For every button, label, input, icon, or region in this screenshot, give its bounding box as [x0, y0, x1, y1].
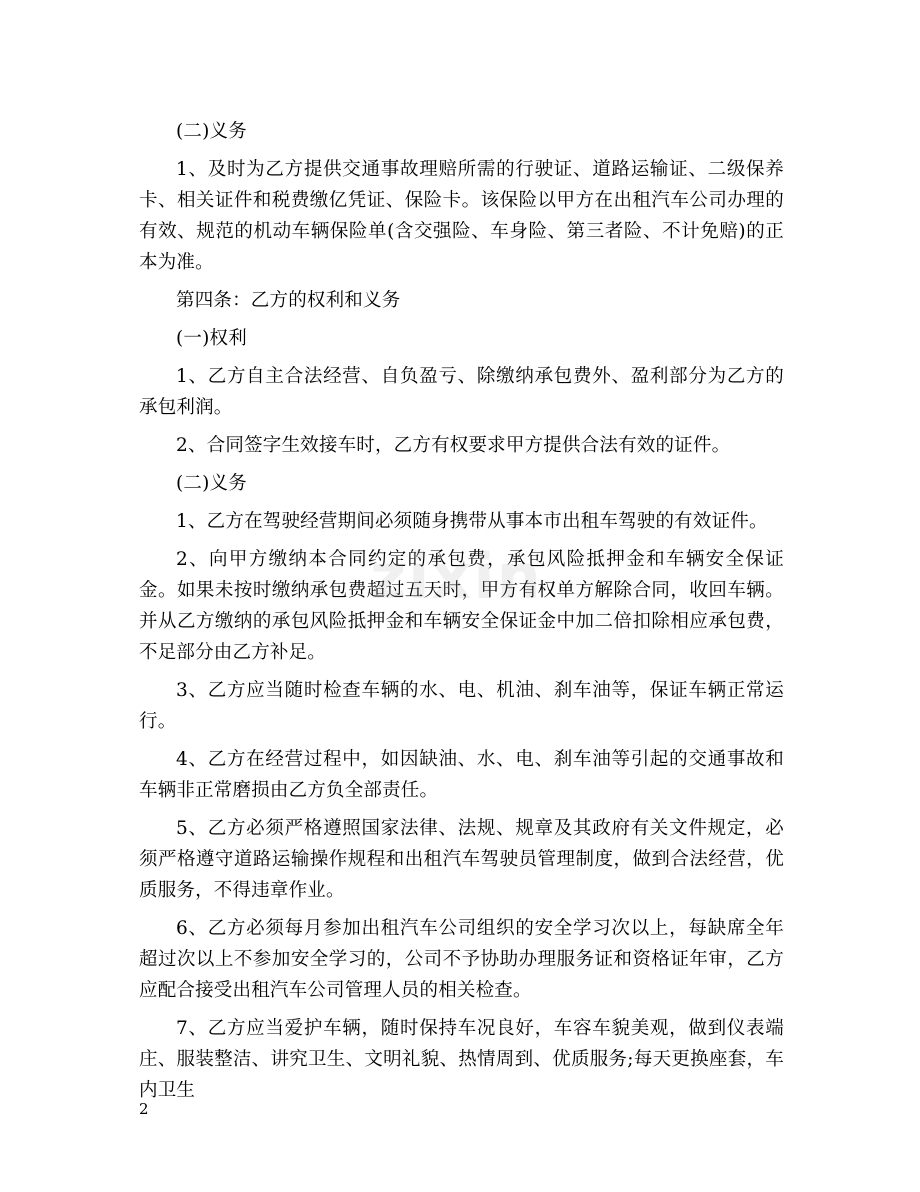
section-heading-obligations-party-b: (二)义务: [176, 473, 247, 494]
paragraph-obligation-7: 7、乙方应当爱护车辆，随时保持车况良好，车容车貌美观，做到仪表端庄、服装整洁、讲究卫生、文明礼貌、热情周到、优质服务;每天更换座套，车内卫生: [139, 1018, 784, 1101]
article-four-heading: 第四条：乙方的权利和义务: [176, 290, 401, 311]
section-heading-rights: (一)权利: [176, 328, 247, 349]
section-heading-obligations-party-a: (二)义务: [176, 121, 247, 142]
paragraph-obligation-1: 1、乙方在驾驶经营期间必须随身携带从事本市出租车驾驶的有效证件。: [176, 511, 768, 532]
watermark-logo: zixin: [370, 540, 543, 613]
paragraph-party-a-obligation-1: 1、及时为乙方提供交通事故理赔所需的行驶证、道路运输证、二级保养卡、相关证件和税费缴亿凭证、保险卡。该保险以甲方在出租汽车公司办理的有效、规范的机动车辆保险单(含交强险、车身险、第三者险、不计免赔)的正本为准。: [139, 159, 784, 273]
paragraph-obligation-2: 2、向甲方缴纳本合同约定的承包费，承包风险抵押金和车辆安全保证金。如果未按时缴纳承包费超过五天时，甲方有权单方解除合同，收回车辆。并从乙方缴纳的承包风险抵押金和车辆安全保证金中加二倍扣除相应承包费，不足部分由乙方补足。: [139, 549, 784, 663]
document-body: [139, 116, 784, 1113]
paragraph-right-2: 2、合同签字生效接车时，乙方有权要求甲方提供合法有效的证件。: [176, 435, 731, 456]
paragraph-obligation-4: 4、乙方在经营过程中，如因缺油、水、电、刹车油等引起的交通事故和车辆非正常磨损由乙方负全部责任。: [139, 749, 784, 801]
paragraph-right-1: 1、乙方自主合法经营、自负盈亏、除缴纳承包费外、盈利部分为乙方的承包利润。: [139, 366, 784, 418]
paragraph-obligation-6: 6、乙方必须每月参加出租汽车公司组织的安全学习次以上，每缺席全年超过次以上不参加安全学习的，公司不予协助办理服务证和资格证年审，乙方应配合接受出租汽车公司管理人员的相关检查。: [139, 918, 784, 1001]
page-number: 2: [139, 1100, 149, 1118]
paragraph-obligation-3: 3、乙方应当随时检查车辆的水、电、机油、刹车油等，保证车辆正常运行。: [139, 680, 784, 732]
paragraph-obligation-5: 5、乙方必须严格遵照国家法律、法规、规章及其政府有关文件规定，必须严格遵守道路运输操作规程和出租汽车驾驶员管理制度，做到合法经营，优质服务，不得违章作业。: [139, 818, 784, 901]
